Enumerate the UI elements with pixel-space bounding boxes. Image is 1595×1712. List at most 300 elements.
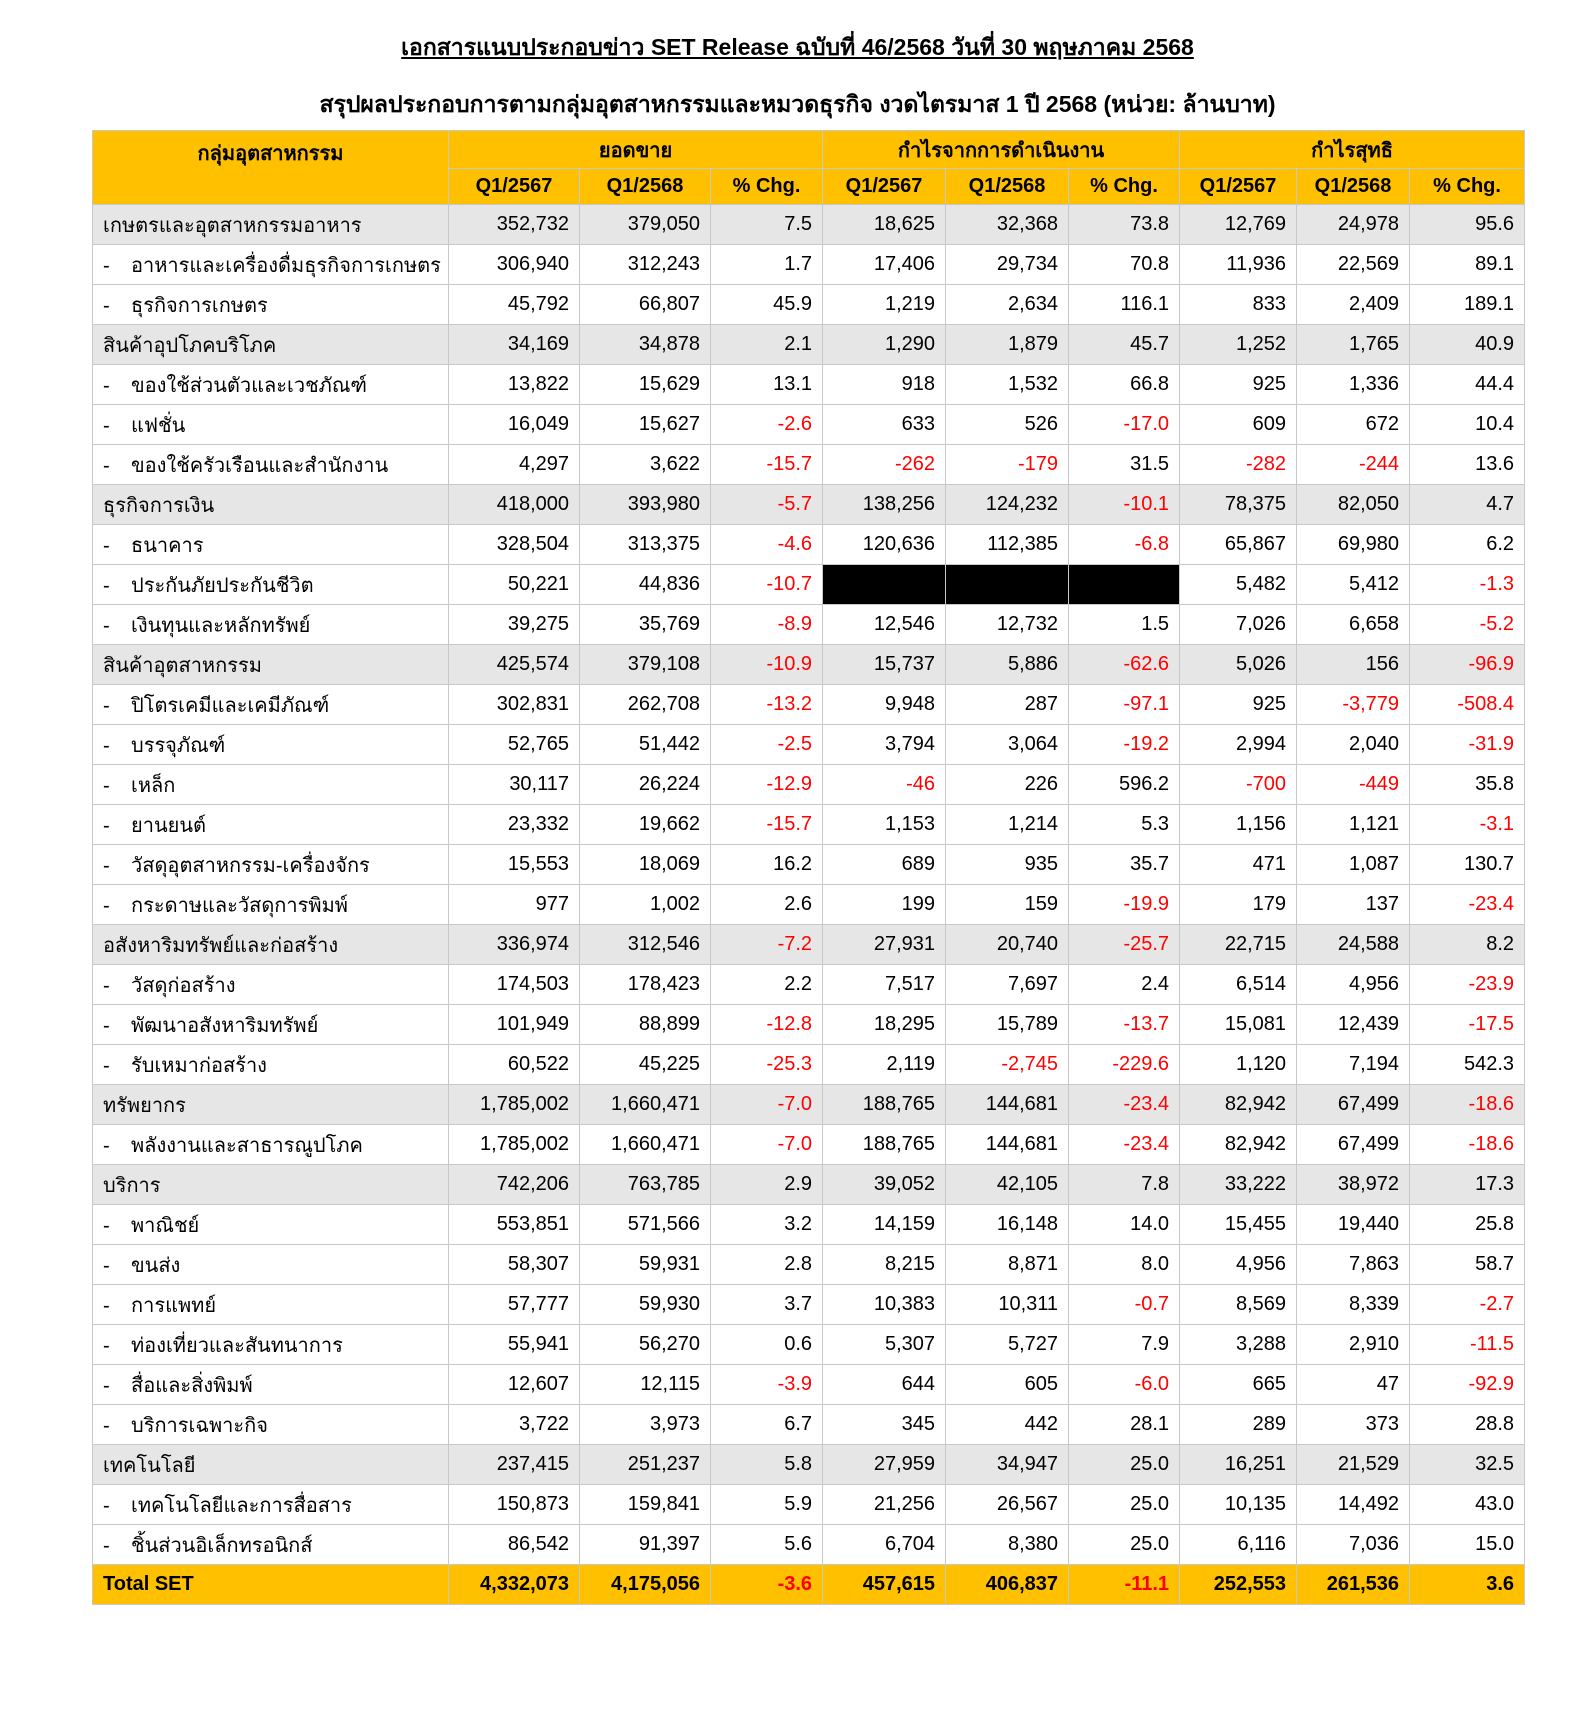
cell-value: 1,214 (946, 805, 1069, 845)
row-label-text: สินค้าอุตสาหกรรม (103, 654, 262, 677)
row-label (93, 685, 449, 725)
row-label-text: พัฒนาอสังหาริมทรัพย์ (131, 1014, 319, 1037)
group-row (93, 1445, 1525, 1485)
cell-value: 14,159 (823, 1205, 946, 1245)
cell-value: 5.6 (711, 1525, 823, 1565)
redacted-cell (946, 565, 1069, 605)
row-bullet: - (103, 1214, 110, 1237)
cell-value: 302,831 (449, 685, 580, 725)
cell-value: 59,930 (580, 1285, 711, 1325)
cell-value: 763,785 (580, 1165, 711, 1205)
cell-value: -25.3 (711, 1045, 823, 1085)
cell-value: 252,553 (1180, 1565, 1297, 1605)
cell-value: 65,867 (1180, 525, 1297, 565)
cell-value: 1,765 (1297, 325, 1410, 365)
cell-value: 39,052 (823, 1165, 946, 1205)
cell-value: -0.7 (1069, 1285, 1180, 1325)
cell-value: 977 (449, 885, 580, 925)
row-label (93, 1085, 449, 1125)
cell-value: 10,311 (946, 1285, 1069, 1325)
cell-value: 542.3 (1410, 1045, 1525, 1085)
cell-value: 60,522 (449, 1045, 580, 1085)
cell-value: 30,117 (449, 765, 580, 805)
cell-value: -2.5 (711, 725, 823, 765)
cell-value: 2.2 (711, 965, 823, 1005)
cell-value: 605 (946, 1365, 1069, 1405)
cell-value: 2,119 (823, 1045, 946, 1085)
cell-value: 25.8 (1410, 1205, 1525, 1245)
row-label (93, 525, 449, 565)
cell-value: 70.8 (1069, 245, 1180, 285)
cell-value: -2.6 (711, 405, 823, 445)
cell-value: 7,863 (1297, 1245, 1410, 1285)
cell-value: -3.1 (1410, 805, 1525, 845)
row-label-text: ธนาคาร (131, 534, 204, 557)
cell-value: 1,785,002 (449, 1125, 580, 1165)
cell-value: 15,629 (580, 365, 711, 405)
cell-value: 379,108 (580, 645, 711, 685)
cell-value: 19,662 (580, 805, 711, 845)
cell-value: -244 (1297, 445, 1410, 485)
cell-value: 45,225 (580, 1045, 711, 1085)
table-row (93, 725, 1525, 765)
cell-value: 159 (946, 885, 1069, 925)
cell-value: 21,256 (823, 1485, 946, 1525)
cell-value: 55,941 (449, 1325, 580, 1365)
cell-value: 59,931 (580, 1245, 711, 1285)
cell-value: 32.5 (1410, 1445, 1525, 1485)
cell-value: 1,336 (1297, 365, 1410, 405)
row-bullet: - (103, 1414, 110, 1437)
cell-value: 644 (823, 1365, 946, 1405)
cell-value: -2.7 (1410, 1285, 1525, 1325)
cell-value: -2,745 (946, 1045, 1069, 1085)
cell-value: 2.8 (711, 1245, 823, 1285)
cell-value: 12,115 (580, 1365, 711, 1405)
cell-value: -11.1 (1069, 1565, 1180, 1605)
cell-value: 1,879 (946, 325, 1069, 365)
row-label (93, 1205, 449, 1245)
cell-value: 116.1 (1069, 285, 1180, 325)
cell-value: 925 (1180, 685, 1297, 725)
row-label-text: เกษตรและอุตสาหกรรมอาหาร (103, 214, 362, 237)
cell-value: 82,942 (1180, 1085, 1297, 1125)
cell-value: 189.1 (1410, 285, 1525, 325)
table-row (93, 405, 1525, 445)
cell-value: 22,715 (1180, 925, 1297, 965)
cell-value: 7.8 (1069, 1165, 1180, 1205)
table-row (93, 1525, 1525, 1565)
cell-value: 16.2 (711, 845, 823, 885)
cell-value: 13.6 (1410, 445, 1525, 485)
row-bullet: - (103, 854, 110, 877)
row-label (93, 965, 449, 1005)
cell-value: 345 (823, 1405, 946, 1445)
table-row (93, 525, 1525, 565)
cell-value: -17.5 (1410, 1005, 1525, 1045)
cell-value: 45.7 (1069, 325, 1180, 365)
group-row (93, 645, 1525, 685)
cell-value: 50,221 (449, 565, 580, 605)
cell-value: 6,658 (1297, 605, 1410, 645)
cell-value: 58,307 (449, 1245, 580, 1285)
header-sales: ยอดขาย (449, 131, 823, 169)
cell-value: 526 (946, 405, 1069, 445)
row-label-text: ชิ้นส่วนอิเล็กทรอนิกส์ (131, 1534, 313, 1557)
cell-value: 2.9 (711, 1165, 823, 1205)
cell-value: 18,295 (823, 1005, 946, 1045)
row-label-text: สื่อและสิ่งพิมพ์ (131, 1374, 253, 1397)
cell-value: 2.1 (711, 325, 823, 365)
cell-value: -3.9 (711, 1365, 823, 1405)
row-bullet: - (103, 454, 110, 477)
cell-value: 609 (1180, 405, 1297, 445)
cell-value: 32,368 (946, 205, 1069, 245)
row-label (93, 565, 449, 605)
row-label (93, 1325, 449, 1365)
cell-value: 95.6 (1410, 205, 1525, 245)
cell-value: 144,681 (946, 1125, 1069, 1165)
cell-value: 7.9 (1069, 1325, 1180, 1365)
cell-value: -5.7 (711, 485, 823, 525)
row-label (93, 845, 449, 885)
cell-value: 3.7 (711, 1285, 823, 1325)
row-label (93, 1445, 449, 1485)
table-row (93, 1245, 1525, 1285)
cell-value: 3,064 (946, 725, 1069, 765)
row-label (93, 725, 449, 765)
row-label (93, 365, 449, 405)
cell-value: 188,765 (823, 1125, 946, 1165)
cell-value: 86,542 (449, 1525, 580, 1565)
cell-value: 918 (823, 365, 946, 405)
cell-value: 45.9 (711, 285, 823, 325)
row-label-text: บรรจุภัณฑ์ (131, 734, 226, 757)
row-label-text: ธุรกิจการเงิน (103, 494, 215, 517)
cell-value: -7.0 (711, 1125, 823, 1165)
cell-value: 178,423 (580, 965, 711, 1005)
row-label (93, 1485, 449, 1525)
row-label-text: ของใช้ส่วนตัวและเวชภัณฑ์ (131, 374, 367, 397)
cell-value: 82,942 (1180, 1125, 1297, 1165)
cell-value: -179 (946, 445, 1069, 485)
cell-value: 35,769 (580, 605, 711, 645)
cell-value: -12.9 (711, 765, 823, 805)
row-label (93, 1005, 449, 1045)
document-subtitle: สรุปผลประกอบการตามกลุ่มอุตสาหกรรมและหมวดธุรกิจ งวดไตรมาส 1 ปี 2568 (หน่วย: ล้านบาท) (319, 91, 1276, 117)
row-label (93, 1045, 449, 1085)
cell-value: 665 (1180, 1365, 1297, 1405)
cell-value: 6,514 (1180, 965, 1297, 1005)
cell-value: 17.3 (1410, 1165, 1525, 1205)
cell-value: 393,980 (580, 485, 711, 525)
cell-value: -15.7 (711, 805, 823, 845)
row-label-text: อสังหาริมทรัพย์และก่อสร้าง (103, 934, 339, 957)
cell-value: 2,634 (946, 285, 1069, 325)
row-label-text: ประกันภัยประกันชีวิต (131, 574, 314, 597)
cell-value: 40.9 (1410, 325, 1525, 365)
row-label-text: แฟชั่น (131, 414, 186, 437)
cell-value: 312,546 (580, 925, 711, 965)
cell-value: 425,574 (449, 645, 580, 685)
cell-value: 5.3 (1069, 805, 1180, 845)
cell-value: 34,947 (946, 1445, 1069, 1485)
cell-value: 5,482 (1180, 565, 1297, 605)
cell-value: 58.7 (1410, 1245, 1525, 1285)
cell-value: 11,936 (1180, 245, 1297, 285)
row-label-text: ท่องเที่ยวและสันทนาการ (131, 1334, 343, 1357)
cell-value: -25.7 (1069, 925, 1180, 965)
row-bullet: - (103, 694, 110, 717)
cell-value: 26,567 (946, 1485, 1069, 1525)
row-label-text: เหล็ก (131, 774, 176, 797)
cell-value: 112,385 (946, 525, 1069, 565)
table-row (93, 605, 1525, 645)
cell-value: 312,243 (580, 245, 711, 285)
row-label (93, 245, 449, 285)
cell-value: 10,383 (823, 1285, 946, 1325)
table-row (93, 245, 1525, 285)
cell-value: 14,492 (1297, 1485, 1410, 1525)
cell-value: -31.9 (1410, 725, 1525, 765)
cell-value: 188,765 (823, 1085, 946, 1125)
cell-value: 261,536 (1297, 1565, 1410, 1605)
cell-value: 42,105 (946, 1165, 1069, 1205)
row-bullet: - (103, 1134, 110, 1157)
cell-value: 5,307 (823, 1325, 946, 1365)
row-label (93, 325, 449, 365)
cell-value: 313,375 (580, 525, 711, 565)
group-row (93, 1165, 1525, 1205)
cell-value: -18.6 (1410, 1085, 1525, 1125)
cell-value: 742,206 (449, 1165, 580, 1205)
cell-value: 57,777 (449, 1285, 580, 1325)
cell-value: 633 (823, 405, 946, 445)
cell-value: 138,256 (823, 485, 946, 525)
row-label (93, 605, 449, 645)
row-label (93, 765, 449, 805)
row-bullet: - (103, 1014, 110, 1037)
row-label (93, 1285, 449, 1325)
cell-value: -10.7 (711, 565, 823, 605)
cell-value: 91,397 (580, 1525, 711, 1565)
cell-value: 31.5 (1069, 445, 1180, 485)
table-row (93, 685, 1525, 725)
cell-value: 150,873 (449, 1485, 580, 1525)
cell-value: 4,956 (1297, 965, 1410, 1005)
cell-value: 1,002 (580, 885, 711, 925)
cell-value: 27,931 (823, 925, 946, 965)
cell-value: -282 (1180, 445, 1297, 485)
cell-value: 3,794 (823, 725, 946, 765)
cell-value: -46 (823, 765, 946, 805)
cell-value: 5,727 (946, 1325, 1069, 1365)
cell-value: 25.0 (1069, 1485, 1180, 1525)
cell-value: 0.6 (711, 1325, 823, 1365)
cell-value: 130.7 (1410, 845, 1525, 885)
cell-value: 7.5 (711, 205, 823, 245)
cell-value: 352,732 (449, 205, 580, 245)
cell-value: 19,440 (1297, 1205, 1410, 1245)
row-label-text: กระดาษและวัสดุการพิมพ์ (131, 894, 348, 917)
document-title: เอกสารแนบประกอบข่าว SET Release ฉบับที่ 46/2568 วันที่ 30 พฤษภาคม 2568 (401, 34, 1194, 60)
cell-value: 66,807 (580, 285, 711, 325)
group-row (93, 925, 1525, 965)
cell-value: 553,851 (449, 1205, 580, 1245)
row-label (93, 1565, 449, 1605)
header-sales-chg: % Chg. (711, 169, 823, 205)
row-label (93, 205, 449, 245)
cell-value: 35.8 (1410, 765, 1525, 805)
cell-value: 3.6 (1410, 1565, 1525, 1605)
row-bullet: - (103, 1494, 110, 1517)
cell-value: 2,409 (1297, 285, 1410, 325)
cell-value: 1,120 (1180, 1045, 1297, 1085)
cell-value: 3,973 (580, 1405, 711, 1445)
table-row (93, 1405, 1525, 1445)
cell-value: 5,886 (946, 645, 1069, 685)
cell-value: -15.7 (711, 445, 823, 485)
cell-value: -449 (1297, 765, 1410, 805)
table-row (93, 1285, 1525, 1325)
row-label (93, 1125, 449, 1165)
table-row (93, 1325, 1525, 1365)
cell-value: 28.8 (1410, 1405, 1525, 1445)
cell-value: 101,949 (449, 1005, 580, 1045)
cell-value: 1.7 (711, 245, 823, 285)
cell-value: 596.2 (1069, 765, 1180, 805)
row-bullet: - (103, 894, 110, 917)
header-net-profit: กำไรสุทธิ (1180, 131, 1525, 169)
cell-value: -23.4 (1069, 1125, 1180, 1165)
cell-value: 18,069 (580, 845, 711, 885)
cell-value: -18.6 (1410, 1125, 1525, 1165)
cell-value: 925 (1180, 365, 1297, 405)
cell-value: 4,175,056 (580, 1565, 711, 1605)
cell-value: 24,978 (1297, 205, 1410, 245)
cell-value: 199 (823, 885, 946, 925)
row-label (93, 925, 449, 965)
cell-value: 406,837 (946, 1565, 1069, 1605)
row-bullet: - (103, 1054, 110, 1077)
cell-value: 1,156 (1180, 805, 1297, 845)
header-sales-q-prev: Q1/2567 (449, 169, 580, 205)
row-bullet: - (103, 1254, 110, 1277)
cell-value: -23.4 (1410, 885, 1525, 925)
cell-value: 156 (1297, 645, 1410, 685)
cell-value: 3.2 (711, 1205, 823, 1245)
cell-value: 174,503 (449, 965, 580, 1005)
row-label-text: วัสดุอุตสาหกรรม-เครื่องจักร (131, 854, 370, 877)
cell-value: 306,940 (449, 245, 580, 285)
cell-value: -19.9 (1069, 885, 1180, 925)
cell-value: -1.3 (1410, 565, 1525, 605)
header-net-q-curr: Q1/2568 (1297, 169, 1410, 205)
cell-value: 66.8 (1069, 365, 1180, 405)
cell-value: -3.6 (711, 1565, 823, 1605)
cell-value: 8.0 (1069, 1245, 1180, 1285)
row-label-text: ทรัพยากร (103, 1094, 186, 1117)
row-bullet: - (103, 374, 110, 397)
cell-value: 18,625 (823, 205, 946, 245)
table-row (93, 805, 1525, 845)
cell-value: 2.6 (711, 885, 823, 925)
cell-value: 34,878 (580, 325, 711, 365)
cell-value: 12,546 (823, 605, 946, 645)
cell-value: -5.2 (1410, 605, 1525, 645)
row-bullet: - (103, 1294, 110, 1317)
cell-value: 13.1 (711, 365, 823, 405)
cell-value: 5.8 (711, 1445, 823, 1485)
cell-value: 8,215 (823, 1245, 946, 1285)
cell-value: -8.9 (711, 605, 823, 645)
cell-value: -92.9 (1410, 1365, 1525, 1405)
cell-value: 226 (946, 765, 1069, 805)
table-row (93, 1005, 1525, 1045)
cell-value: 15,627 (580, 405, 711, 445)
row-label (93, 645, 449, 685)
group-row (93, 485, 1525, 525)
table-row (93, 965, 1525, 1005)
cell-value: 51,442 (580, 725, 711, 765)
cell-value: 13,822 (449, 365, 580, 405)
row-label-text: บริการเฉพาะกิจ (131, 1414, 268, 1437)
cell-value: 67,499 (1297, 1085, 1410, 1125)
cell-value: 67,499 (1297, 1125, 1410, 1165)
row-bullet: - (103, 574, 110, 597)
cell-value: -262 (823, 445, 946, 485)
row-bullet: - (103, 974, 110, 997)
cell-value: 1,153 (823, 805, 946, 845)
row-label-text: อาหารและเครื่องดื่มธุรกิจการเกษตร (131, 254, 441, 277)
cell-value: 1,219 (823, 285, 946, 325)
row-bullet: - (103, 774, 110, 797)
group-row (93, 325, 1525, 365)
cell-value: 287 (946, 685, 1069, 725)
cell-value: 935 (946, 845, 1069, 885)
cell-value: 12,607 (449, 1365, 580, 1405)
cell-value: -229.6 (1069, 1045, 1180, 1085)
header-op-q-prev: Q1/2567 (823, 169, 946, 205)
table-row (93, 445, 1525, 485)
cell-value: 1,660,471 (580, 1085, 711, 1125)
header-op-profit: กำไรจากการดำเนินงาน (823, 131, 1180, 169)
cell-value: 137 (1297, 885, 1410, 925)
row-bullet: - (103, 534, 110, 557)
cell-value: -6.8 (1069, 525, 1180, 565)
row-label (93, 285, 449, 325)
cell-value: 2.4 (1069, 965, 1180, 1005)
cell-value: 44,836 (580, 565, 711, 605)
table-row (93, 765, 1525, 805)
table-row (93, 1485, 1525, 1525)
cell-value: 15,081 (1180, 1005, 1297, 1045)
cell-value: 120,636 (823, 525, 946, 565)
row-bullet: - (103, 814, 110, 837)
cell-value: -7.2 (711, 925, 823, 965)
cell-value: 88,899 (580, 1005, 711, 1045)
financial-table (92, 130, 1525, 1605)
cell-value: 7,517 (823, 965, 946, 1005)
cell-value: 379,050 (580, 205, 711, 245)
cell-value: 7,026 (1180, 605, 1297, 645)
cell-value: 27,959 (823, 1445, 946, 1485)
cell-value: 328,504 (449, 525, 580, 565)
row-label-text: พลังงานและสาธารณูปโภค (131, 1134, 363, 1157)
cell-value: 442 (946, 1405, 1069, 1445)
table-row (93, 285, 1525, 325)
cell-value: 8,380 (946, 1525, 1069, 1565)
